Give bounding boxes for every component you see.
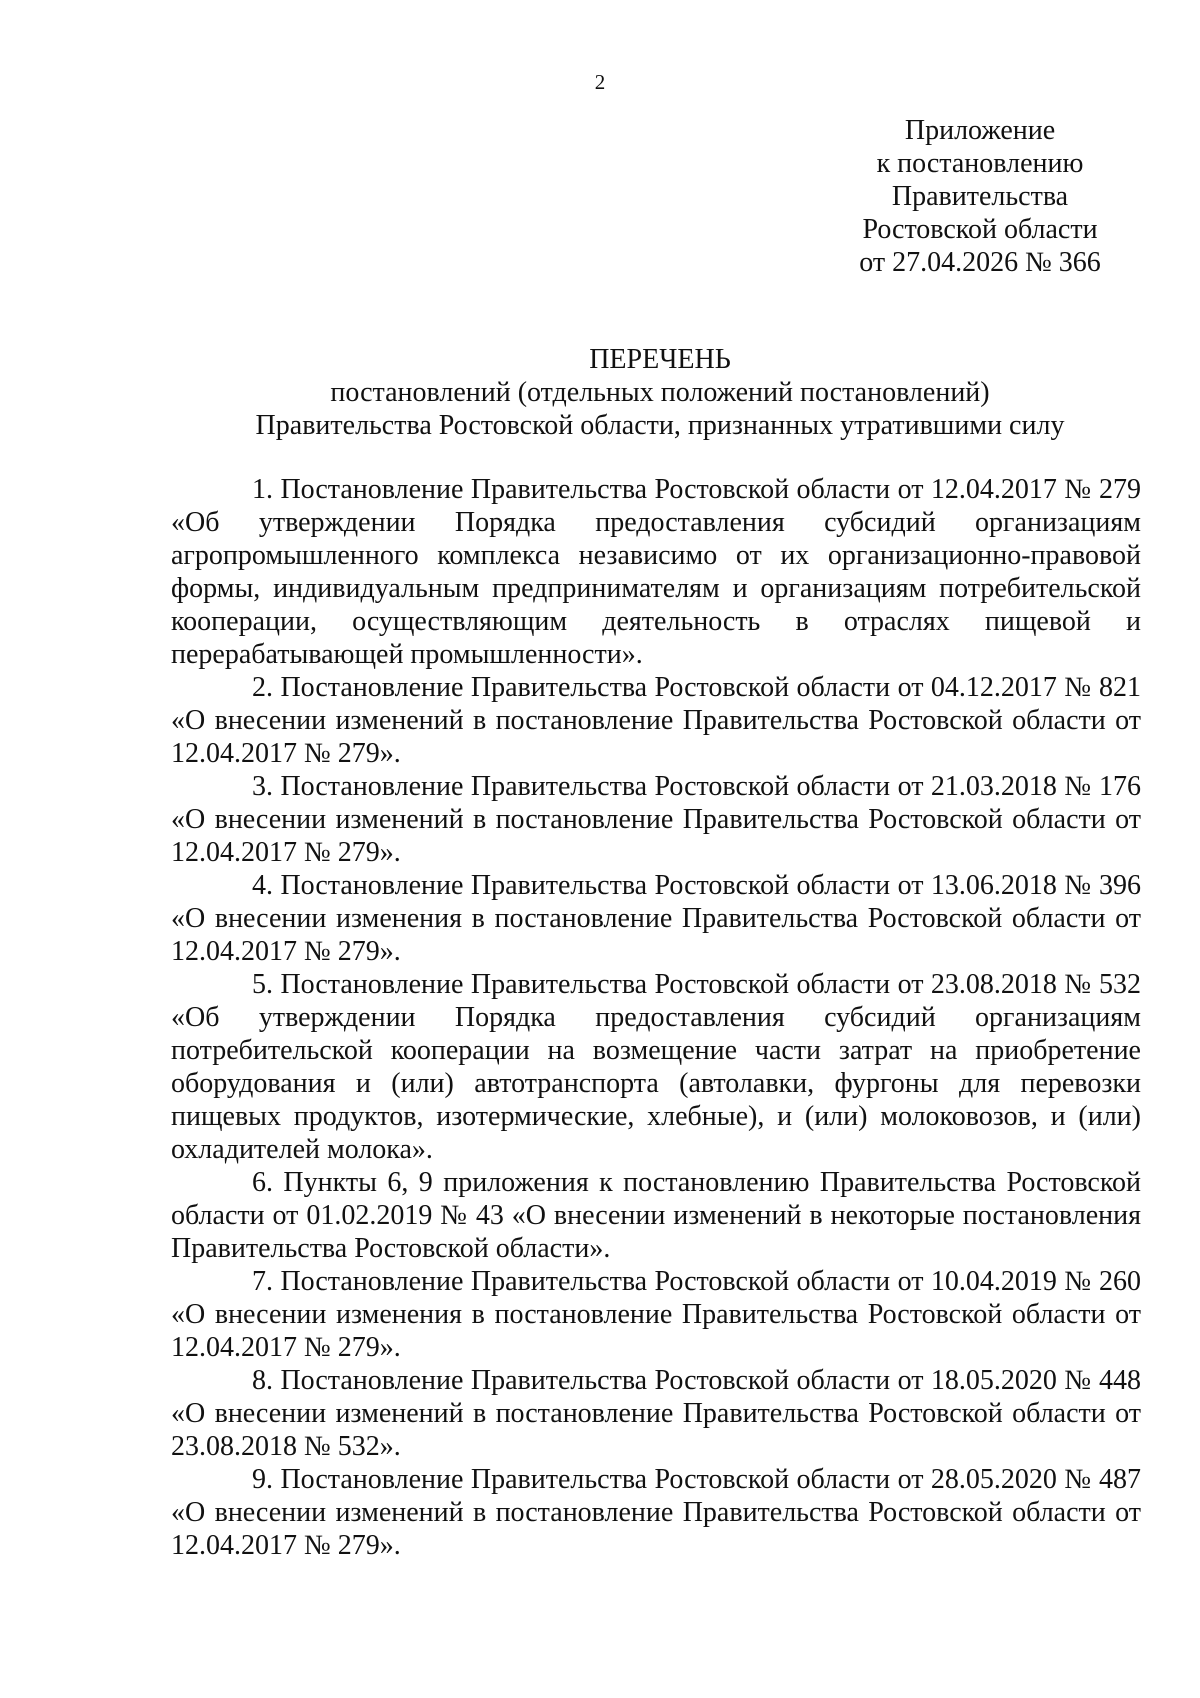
list-item: 8. Постановление Правительства Ростовской области от 18.05.2020 № 448 «О внесении изменений в постановление Правительства Ростовской области от 23.08.2018 № 532». — [171, 1365, 1141, 1462]
page-number: 2 — [594, 70, 606, 94]
list-item: 9. Постановление Правительства Ростовской области от 28.05.2020 № 487 «О внесении изменений в постановление Правительства Ростовской области от 12.04.2017 № 279». — [171, 1464, 1141, 1561]
list-item: 4. Постановление Правительства Ростовской области от 13.06.2018 № 396 «О внесении изменения в постановление Правительства Ростовской области от 12.04.2017 № 279». — [171, 870, 1141, 967]
list-item: 2. Постановление Правительства Ростовской области от 04.12.2017 № 821 «О внесении изменений в постановление Правительства Ростовской области от 12.04.2017 № 279». — [171, 672, 1141, 769]
appendix-block — [820, 114, 1140, 279]
appendix-line: Ростовской области — [862, 214, 1098, 245]
heading-title: ПЕРЕЧЕНЬ — [589, 344, 731, 375]
appendix-line: от 27.04.2026 № 366 — [859, 247, 1101, 278]
list-item: 5. Постановление Правительства Ростовской области от 23.08.2018 № 532 «Об утверждении Порядка предоставления субсидий организациям потребительской кооперации на возмещение части затрат на приобретение оборудования и (или) автотранспорта (автолавки, фургоны для перевозки пищевых продуктов, изотермические, хлебные), и (или) молоковозов, и (или) охладителей молока». — [171, 969, 1141, 1165]
appendix-line: Правительства — [891, 181, 1069, 212]
appendix-line: к постановлению — [876, 148, 1084, 179]
resolution-list — [171, 473, 1141, 1562]
list-item: 7. Постановление Правительства Ростовской области от 10.04.2019 № 260 «О внесении изменения в постановление Правительства Ростовской области от 12.04.2017 № 279». — [171, 1266, 1141, 1363]
list-item: 1. Постановление Правительства Ростовской области от 12.04.2017 № 279 «Об утверждении Порядка предоставления субсидий организациям агропромышленного комплекса независимо от их организационно-правовой формы, индивидуальным предпринимателям и организациям потребительской кооперации, осуществляющим деятельность в отраслях пищевой и перерабатывающей промышленности». — [171, 474, 1141, 670]
heading-subtitle: Правительства Ростовской области, признанных утратившими силу — [255, 410, 1065, 441]
list-item: 3. Постановление Правительства Ростовской области от 21.03.2018 № 176 «О внесении изменений в постановление Правительства Ростовской области от 12.04.2017 № 279». — [171, 771, 1141, 868]
document-heading — [0, 343, 1200, 442]
appendix-line: Приложение — [904, 115, 1056, 146]
list-item: 6. Пункты 6, 9 приложения к постановлению Правительства Ростовской области от 01.02.2019 № 43 «О внесении изменений в некоторые постановления Правительства Ростовской области». — [171, 1167, 1141, 1264]
heading-subtitle: постановлений (отдельных положений постановлений) — [330, 377, 990, 408]
